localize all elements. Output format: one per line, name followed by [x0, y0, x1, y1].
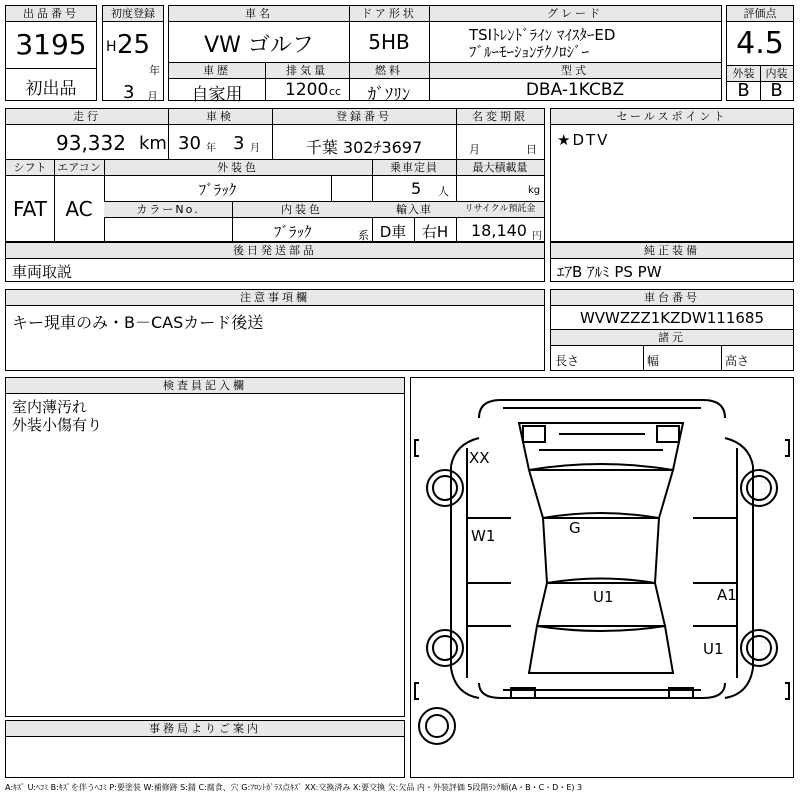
inspector-line-2: 外装小傷有り	[12, 416, 103, 434]
lot-number-label: 出品番号	[6, 6, 96, 22]
car-diagram	[411, 378, 793, 777]
car-name: VW ゴルフ	[204, 33, 314, 58]
notes-value: キー現車のみ・B－CASカード後送	[12, 313, 264, 332]
inspection-year-unit: 年	[206, 143, 216, 154]
ext-color-label: 外装色	[104, 160, 372, 176]
max-load-unit: kg	[528, 185, 541, 196]
capacity-label: 乗車定員	[372, 160, 456, 176]
history-label: 車歴	[169, 63, 265, 79]
import-handle: 右H	[421, 223, 449, 241]
fuel-value: ｶﾞｿﾘﾝ	[367, 85, 411, 105]
inspector-box	[5, 377, 405, 717]
name-change-label: 名変期限	[456, 109, 544, 125]
diagram-label-xx: XX	[469, 449, 490, 467]
history-value: 自家用	[191, 85, 243, 105]
first-listing-text: 初出品	[25, 79, 77, 99]
model-value: DBA-1KCBZ	[525, 80, 625, 100]
interior-label: 内装	[760, 66, 793, 82]
chassis-label: 車台番号	[551, 290, 793, 306]
int-color-value: ﾌﾞﾗｯｸ	[274, 223, 312, 241]
diagram-label-a1: A1	[717, 586, 737, 604]
displacement-label: 排気量	[265, 63, 349, 79]
name-change-month-unit: 月	[469, 143, 480, 156]
ext-color-value: ﾌﾞﾗｯｸ	[198, 181, 237, 199]
first-registration-box	[102, 5, 164, 101]
name-change-day-unit: 日	[526, 143, 537, 156]
sales-point-value: ★DTV	[557, 131, 610, 149]
lot-number-box	[5, 5, 97, 101]
office-label: 事務局よりご案内	[6, 721, 404, 737]
length-label: 長さ	[555, 354, 580, 368]
door-type: 5HB	[368, 30, 410, 54]
score-box	[726, 5, 794, 101]
mileage-value: 93,332	[56, 131, 126, 155]
month-unit: 月	[147, 90, 158, 103]
displacement-value: 1200	[285, 80, 329, 100]
recycle-unit: 円	[532, 231, 542, 242]
recycle-value: 18,140	[471, 221, 527, 240]
later-parts-value: 車両取説	[12, 263, 73, 281]
year-unit: 年	[149, 64, 160, 77]
int-color-label: 内装色	[232, 202, 372, 218]
mileage-label: 走行	[6, 109, 168, 125]
plate-value: 千葉 302ﾁ3697	[305, 138, 423, 157]
later-parts-label: 後日発送部品	[6, 243, 544, 259]
grade-label: グレード	[429, 6, 721, 22]
registration-month: 3	[123, 82, 135, 103]
office-box	[5, 720, 405, 778]
width-label: 幅	[647, 354, 660, 368]
inspection-month-unit: 月	[250, 143, 260, 154]
car-name-label: 車名	[169, 6, 349, 22]
exterior-value: B	[737, 80, 750, 101]
chassis-box	[550, 289, 794, 371]
inspector-label: 検査員記入欄	[6, 378, 404, 394]
interior-value: B	[770, 80, 783, 101]
score-value: 4.5	[736, 26, 784, 61]
inspection-year: 30	[178, 133, 201, 154]
car-diagram-box	[410, 377, 794, 778]
capacity-value: 5	[411, 179, 422, 198]
max-load-label: 最大積載量	[456, 160, 544, 176]
inspection-label: 車検	[168, 109, 272, 125]
inspection-month: 3	[233, 133, 245, 154]
exterior-label: 外装	[727, 66, 760, 82]
later-parts-box	[5, 242, 545, 282]
equipment-box	[550, 242, 794, 282]
diagram-label-w1: W1	[471, 527, 496, 545]
int-color-suffix: 系	[358, 229, 369, 242]
equipment-label: 純正装備	[551, 243, 793, 259]
shift-value: FAT	[12, 197, 47, 221]
displacement-unit: cc	[329, 85, 342, 98]
score-label: 評価点	[727, 6, 793, 22]
sales-point-box	[550, 108, 794, 242]
notes-box	[5, 289, 545, 371]
door-type-label: ドア形状	[349, 6, 429, 22]
plate-label: 登録番号	[272, 109, 456, 125]
capacity-unit: 人	[438, 185, 449, 198]
model-label: 型式	[429, 63, 721, 79]
shift-label: シフト	[6, 160, 54, 176]
diagram-label-u1-right: U1	[703, 640, 724, 658]
chassis-number: WVWZZZ1KZDW111685	[579, 309, 765, 327]
grade-line-2: ﾌﾞﾙｰﾓｰｼｮﾝﾃｸﾉﾛｼﾞｰ	[469, 43, 590, 61]
diagram-label-u1-center: U1	[593, 588, 614, 606]
color-no-label: カラーNo.	[104, 202, 232, 218]
sales-point-label: セールスポイント	[551, 109, 793, 125]
equipment-value: ｴｱB ｱﾙﾐ PS PW	[557, 263, 662, 281]
era-letter: H	[106, 39, 117, 55]
dimensions-label: 諸元	[551, 330, 793, 346]
grade-line-1: TSIﾄﾚﾝﾄﾞﾗｲﾝ ﾏｲｽﾀｰED	[469, 26, 616, 44]
import-driver: D車	[379, 223, 407, 241]
damage-legend: A:ｷｽﾞ U:ﾍｺﾐ B:ｷｽﾞを伴うﾍｺﾐ P:要塗装 W:補修跡 S:錆 C:腐食、穴 G:ﾌﾛﾝﾄｶﾞﾗｽ点ｷｽﾞ XX:交換済み X:要交換 欠:欠品 内・外装評価 5段階ﾗﾝｸ順(A・B・C・D・E) 3	[5, 783, 583, 792]
vehicle-info-box	[168, 5, 722, 105]
specs-box	[5, 108, 545, 242]
notes-label: 注意事項欄	[6, 290, 544, 306]
inspector-line-1: 室内薄汚れ	[12, 398, 88, 416]
mileage-unit: km	[139, 133, 167, 154]
height-label: 高さ	[725, 354, 750, 368]
first-registration-label: 初度登録	[103, 6, 163, 22]
ac-label: エアコン	[54, 160, 104, 176]
ac-value: AC	[65, 197, 93, 221]
import-label: 輸入車	[372, 202, 456, 218]
fuel-label: 燃料	[349, 63, 429, 79]
lot-number: 3195	[15, 28, 87, 61]
recycle-label: リサイクル預託金	[456, 202, 544, 218]
registration-year: 25	[117, 30, 151, 60]
diagram-label-g: G	[569, 519, 581, 537]
